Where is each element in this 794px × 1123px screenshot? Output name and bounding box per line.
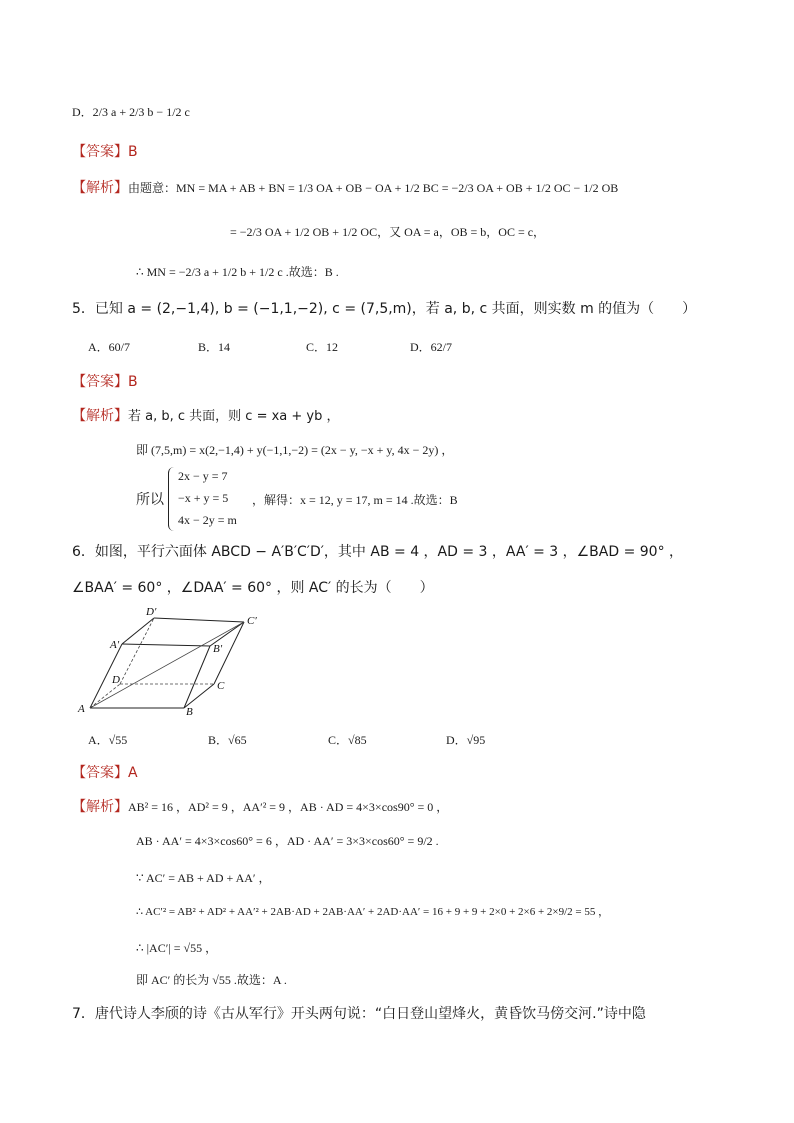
q5-system-suffix: ，解得：x = 12, y = 17, m = 14 .故选：B (252, 493, 458, 507)
q6-analysis-line-6: 即 AC′ 的长为 √55 .故选：A . (136, 973, 287, 987)
q6-analysis-line-4: ∴ AC′² = AB² + AD² + AA′² + 2AB·AD + 2AB·AA′ + 2AD·AA′ = 16 + 9 + 9 + 2×0 + 2×6 + 2×9/2 = 55 ， (136, 906, 610, 918)
q6-analysis-line-2: AB · AA′ = 4×3×cos60° = 6 ，AD · AA′ = 3×3×cos60° = 9/2 . (136, 834, 439, 848)
answer-label: 【答案】 (72, 374, 128, 390)
brace (168, 467, 177, 531)
answer-value: B (128, 374, 138, 390)
q6-question-line-2: ∠BAA′ = 60° ，∠DAA′ = 60° ，则 AC′ 的长为（ ） (72, 580, 434, 596)
q5-system-prefix: 所以 (136, 492, 164, 508)
vertex-label-a: A (78, 703, 85, 715)
q6-option-b: B．√65 (208, 733, 247, 747)
answer-label: 【答案】 (72, 765, 128, 781)
analysis-label: 【解析】 (72, 799, 128, 815)
q6-analysis-line-5: ∴ |AC′| = √55 ， (136, 941, 218, 955)
q6-option-c: C．√85 (328, 733, 367, 747)
analysis-text: 由题意：MN = MA + AB + BN = 1/3 OA + OB − OA + 1/2 BC = −2/3 OA + OB + 1/2 OC − 1/2 OB (128, 181, 619, 195)
q4-analysis-line-1 (72, 178, 618, 198)
q5-equation-2: −x + y = 5 (178, 491, 229, 505)
q5-equation-3: 4x − 2y = m (178, 513, 237, 527)
q5-option-a: A．60/7 (88, 340, 131, 354)
q7-question-line-1: 7．唐代诗人李颀的诗《古从军行》开头两句说：“白日登山望烽火，黄昏饮马傍交河.”诗中隐 (72, 1006, 646, 1022)
answer-label: 【答案】 (72, 144, 128, 160)
diagonal-ac1 (90, 622, 244, 708)
edge-bb1 (184, 646, 210, 708)
q6-analysis-line-3: ∵ AC′ = AB + AD + AA′ ， (136, 871, 271, 885)
q5-option-b: B．14 (198, 340, 231, 354)
answer-value: B (128, 144, 138, 160)
edge-a1d1 (122, 618, 154, 644)
analysis-label: 【解析】 (72, 180, 128, 196)
vertex-label-d: D (112, 674, 120, 686)
vertex-label-c1: C′ (247, 615, 257, 627)
analysis-label: 【解析】 (72, 408, 128, 424)
q5-equation-1: 2x − y = 7 (178, 469, 228, 483)
q5-answer (72, 372, 138, 392)
q5-option-d: D．62/7 (410, 340, 453, 354)
edge-ad (90, 684, 120, 708)
vertex-label-c: C (217, 680, 225, 692)
q4-analysis-line-3: ∴ MN = −2/3 a + 1/2 b + 1/2 c .故选：B . (136, 265, 339, 279)
answer-value: A (128, 765, 138, 781)
q6-answer (72, 763, 138, 783)
vertex-label-b1: B′ (213, 643, 223, 655)
parallelepiped-diagram (74, 604, 274, 716)
q5-analysis-line-1 (72, 406, 340, 427)
edge-a1b1 (122, 644, 210, 646)
q5-option-c: C．12 (306, 340, 339, 354)
edge-d1c1 (154, 618, 244, 622)
analysis-text: 若 a, b, c 共面，则 c = xa + yb ， (128, 409, 340, 424)
vertex-label-b: B (186, 706, 193, 716)
q4-option-d: D．2/3 a + 2/3 b − 1/2 c (72, 105, 190, 119)
analysis-text: AB² = 16 ，AD² = 9 ，AA′² = 9 ，AB · AD = 4×3×cos90° = 0 ， (128, 800, 449, 814)
q6-option-d: D．√95 (446, 733, 486, 747)
edge-dd1 (120, 618, 154, 684)
q6-question-line-1: 6．如图，平行六面体 ABCD − A′B′C′D′，其中 AB = 4 ，AD = 3 ，AA′ = 3 ，∠BAD = 90° ， (72, 544, 684, 560)
q4-analysis-line-2: = −2/3 OA + 1/2 OB + 1/2 OC，又 OA = a，OB = b，OC = c， (230, 225, 546, 239)
q5-analysis-line-2: 即 (7,5,m) = x(2,−1,4) + y(−1,1,−2) = (2x − y, −x + y, 4x − 2y) ， (136, 443, 454, 457)
q4-answer (72, 142, 138, 162)
q5-question: 5．已知 a = (2,−1,4), b = (−1,1,−2), c = (7,5,m)，若 a, b, c 共面，则实数 m 的值为（ ） (72, 301, 697, 317)
vertex-label-d1: D′ (146, 606, 157, 618)
q6-option-a: A．√55 (88, 733, 128, 747)
vertex-label-a1: A′ (110, 639, 120, 651)
q6-analysis-line-1 (72, 797, 448, 817)
